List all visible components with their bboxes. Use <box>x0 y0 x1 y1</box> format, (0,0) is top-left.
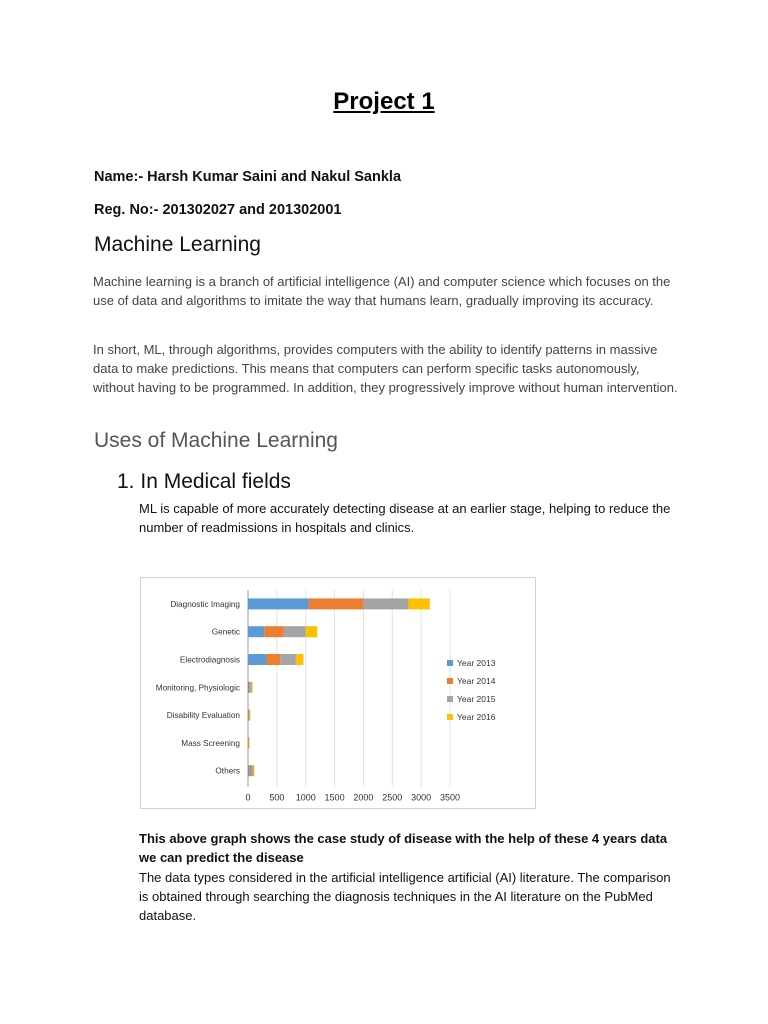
bar-segment <box>250 682 251 693</box>
category-label: Genetic <box>211 627 240 637</box>
x-tick-label: 0 <box>245 792 251 803</box>
x-tick-label: 3500 <box>439 792 461 803</box>
legend-label: Year 2015 <box>457 694 496 704</box>
bar-segment <box>408 598 429 609</box>
ml-paragraph-1: Machine learning is a branch of artificial intelligence (AI) and computer science which focuses on the use of data and algorithms to imitate the way that humans learn, gradually improving its accuracy. <box>93 274 671 308</box>
x-tick-label: 3000 <box>411 792 432 803</box>
bar-segment <box>296 654 304 665</box>
bar-segment <box>248 598 309 609</box>
bar-segment <box>248 682 249 693</box>
legend-label: Year 2016 <box>457 712 496 722</box>
bar-segment <box>266 654 280 665</box>
bar-segment <box>251 765 253 776</box>
bar-segment <box>252 682 253 693</box>
bar-segment <box>363 598 408 609</box>
bar-segment <box>248 765 250 776</box>
authors-line: Name:- Harsh Kumar Saini and Nakul Sankla <box>94 169 402 185</box>
x-tick-label: 1000 <box>295 792 316 803</box>
category-label: Electrodiagnosis <box>179 655 240 665</box>
legend-label: Year 2013 <box>457 658 496 668</box>
category-label: Disability Evaluation <box>166 711 240 721</box>
bar-segment <box>253 765 254 776</box>
x-tick-label: 500 <box>269 792 285 803</box>
chart-canvas <box>141 578 535 808</box>
chart-caption-text: The data types considered in the artificial intelligence artificial (AI) literature. The comparison is obtained through searching the diagnosis techniques in the AI literature on the PubMed database. <box>139 870 671 923</box>
category-label: Others <box>215 766 240 776</box>
legend-label: Year 2014 <box>457 676 496 686</box>
category-label: Monitoring, Physiologic <box>155 683 240 693</box>
legend-swatch <box>447 660 453 666</box>
bar-segment <box>249 737 250 748</box>
bar-segment <box>309 598 364 609</box>
section-heading-uses: Uses of Machine Learning <box>94 429 338 452</box>
stacked-bar-chart <box>140 577 536 809</box>
category-label: Diagnostic Imaging <box>170 599 240 609</box>
bar-segment <box>248 654 266 665</box>
chart-caption-bold: This above graph shows the case study of disease with the help of these 4 years data we can predict the disease <box>139 831 668 865</box>
page-title: Project 1 <box>333 88 435 115</box>
legend-swatch <box>447 714 453 720</box>
section-heading-machine-learning: Machine Learning <box>94 233 261 256</box>
x-tick-label: 1500 <box>324 792 345 803</box>
x-tick-label: 2000 <box>353 792 374 803</box>
medical-description: ML is capable of more accurately detecting disease at an earlier stage, helping to reduce the number of readmissions in hospitals and clinics. <box>139 501 671 535</box>
list-item-title: In Medical fields <box>140 470 291 493</box>
category-label: Mass Screening <box>181 738 240 748</box>
bar-segment <box>264 626 284 637</box>
list-number: 1. <box>117 470 135 493</box>
ml-paragraph-2: In short, ML, through algorithms, provides computers with the ability to identify patterns in massive data to make predictions. This means that computers can perform specific tasks autonomously, without having to be programmed. In addition, they progressively improve without human intervention. <box>93 342 678 395</box>
list-item-medical-heading <box>117 470 291 494</box>
x-tick-label: 2500 <box>382 792 403 803</box>
bar-segment <box>250 765 252 776</box>
bar-segment <box>248 626 264 637</box>
bar-segment <box>284 626 306 637</box>
legend-swatch <box>447 678 453 684</box>
registration-line: Reg. No:- 201302027 and 201302001 <box>94 202 342 218</box>
bar-segment <box>250 710 251 721</box>
bar-segment <box>306 626 318 637</box>
bar-segment <box>280 654 296 665</box>
bar-segment <box>249 682 250 693</box>
legend-swatch <box>447 696 453 702</box>
